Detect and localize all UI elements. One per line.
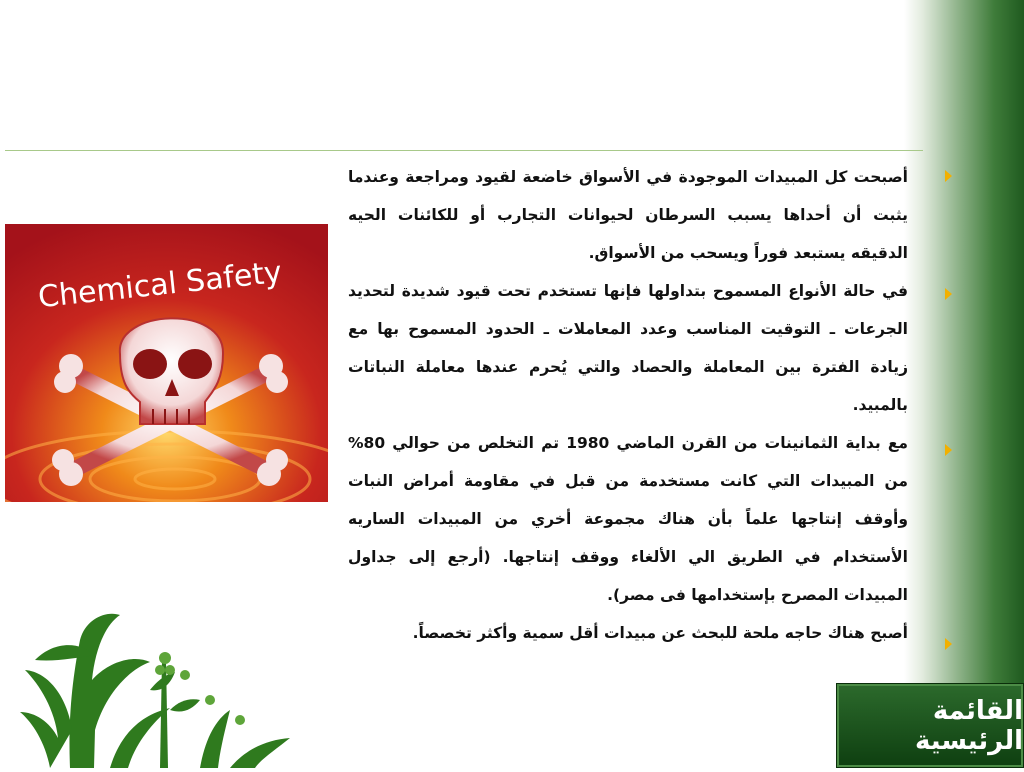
plants-silhouette bbox=[10, 600, 310, 768]
main-menu-button[interactable] bbox=[836, 683, 1024, 768]
skull-crossbones-illustration bbox=[5, 224, 328, 502]
chemical-safety-image bbox=[5, 224, 328, 502]
bullet-arrow-icon bbox=[945, 638, 952, 650]
bullet-item: مع بداية الثمانينات من القرن الماضي 1980 تم التخلص من حوالي 80% من المبيدات التي كانت مستخدمة من قبل في مقاومة أمراض النبات وأوقف إنتاجها علماً بأن هناك مجموعة أخري من المبيدات الساريه الأستخدام في الطريق الي الألغاء ووقف إنتاجها. (أرجع إلى جداول المبيدات المصرح بإستخدامها فى مصر). bbox=[348, 434, 908, 604]
bullet-arrow-icon bbox=[945, 444, 952, 456]
bullet-item: أصبحت كل المبيدات الموجودة في الأسواق خاضعة لقيود ومراجعة وعندما يثبت أن أحداها يسبب السرطان لحيوانات التجارب أو للكائنات الحيه الدقيقه يستبعد فوراً ويسحب من الأسواق. bbox=[348, 168, 908, 262]
side-decoration-strip bbox=[904, 0, 1024, 768]
main-menu-label: القائمة الرئيسية bbox=[914, 695, 1023, 756]
image-title: Chemical Safety bbox=[36, 254, 284, 316]
bullet-item: في حالة الأنواع المسموح بتداولها فإنها تستخدم تحت قيود شديدة لتحديد الجرعات ـ التوقيت المناسب وعدد المعاملات ـ الحدود المسموح بها مع زيادة الفترة بين المعاملة والحصاد والتي يُحرم عندها معاملة النباتات بالمبيد. bbox=[348, 282, 908, 414]
bullet-list bbox=[348, 158, 908, 652]
bullet-item: أصبح هناك حاجه ملحة للبحث عن مبيدات أقل سمية وأكثر تخصصاً. bbox=[412, 624, 908, 642]
bullet-arrows bbox=[940, 0, 952, 768]
bullet-arrow-icon bbox=[945, 170, 952, 182]
plants-icon bbox=[10, 600, 310, 768]
title-divider bbox=[5, 150, 923, 151]
bullet-arrow-icon bbox=[945, 288, 952, 300]
